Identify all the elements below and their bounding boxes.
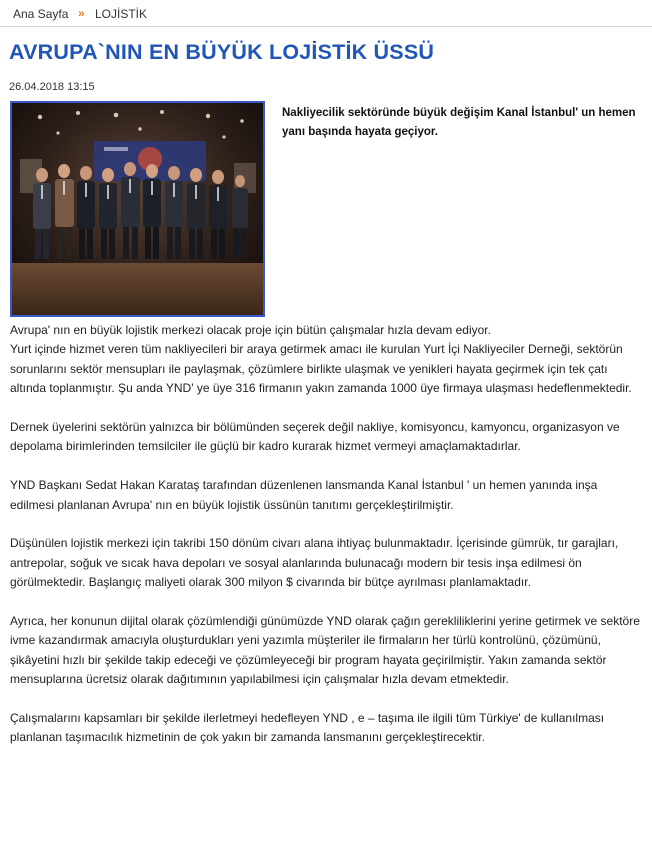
article-paragraph: Düşünülen lojistik merkezi için takribi 150 dönüm civarı alana ihtiyaç bulunmaktadır. İçerisinde gümrük, tır garajları, antrepolar, soğuk ve sıcak hava depoları ve sosyal alanlarında bulunacağı modern bir tesis inşa edilmesi ön görülmektedir. Başlangıç maliyeti olarak 300 milyon $ civarında bir bütçe ayrılması planlamaktadır.	[10, 536, 619, 590]
article-date: 26.04.2018 13:15	[9, 81, 95, 93]
article-paragraph: Avrupa' nın en büyük lojistik merkezi olacak proje için bütün çalışmalar hızla devam ediyor.	[10, 323, 491, 337]
breadcrumb-home-link[interactable]: Ana Sayfa	[13, 7, 69, 21]
group-photo-image	[12, 103, 263, 315]
article-paragraph: Çalışmalarını kapsamları bir şekilde ilerletmeyi hedefleyen YND , e – taşıma ile ilgili tüm Türkiye' de kullanılması planlanan taşımacılık hizmetinin de çok yakın bir zamanda lansmanını gerçekleştirecektir.	[10, 711, 605, 745]
article-title: AVRUPA`NIN EN BÜYÜK LOJİSTİK ÜSSÜ	[9, 40, 435, 64]
article-body	[10, 321, 644, 767]
article-lead: Nakliyecilik sektöründe büyük değişim Kanal İstanbul' un hemen yanı başında hayata geçiyor.	[282, 107, 636, 138]
breadcrumb-current: LOJİSTİK	[95, 7, 148, 21]
article-photo	[10, 101, 265, 317]
article-paragraph: Ayrıca, her konunun dijital olarak çözümlendiği günümüzde YND olarak çağın gerekliliklerini yerine getirmek ve sektöre ivme kazandırmak amacıyla oluşturdukları yeni yazımla müşteriler ile firmaların her türlü kontrolünü, çözümünü, şikâyetini hızlı bir şekilde takip edeceği ve çözümleyeceği bir program hayata geçirilmiştir. Yakın zamanda sektör mensuplarına ücretsiz olarak dağıtımının yapılabilmesi için çalışmalar hızla devam etmektedir.	[10, 614, 640, 687]
breadcrumb-separator-icon: »	[78, 6, 85, 20]
breadcrumb	[0, 0, 652, 27]
article-paragraph: Dernek üyelerini sektörün yalnızca bir bölümünden seçerek değil nakliye, komisyoncu, kamyoncu, organizasyon ve depolama birimlerinden temsilciler ile güçlü bir kadro kurarak hizmet vermeyi amaçlamaktadırlar.	[10, 420, 620, 454]
article-paragraph: YND Başkanı Sedat Hakan Karataş tarafından düzenlenen lansmanda Kanal İstanbul ' un hemen yanında inşa edilmesi planlanan Avrupa' nın en büyük lojistik üssünün tanıtımı gerçekleştirilmiştir.	[10, 478, 598, 512]
article-paragraph: Yurt içinde hizmet veren tüm nakliyecileri bir araya getirmek amacı ile kurulan Yurt İçi Nakliyeciler Derneği, sektörün sorunlarını sektör mensupları ile paylaşmak, çözümlere birlikte ulaşmak ve yenikleri hayata geçirmek için tek çatı altında toplanmıştır. Şu anda YND' ye üye 316 firmanın yakın zamanda 1000 üye firmaya ulaşması hedeflenmektedir.	[10, 342, 632, 396]
